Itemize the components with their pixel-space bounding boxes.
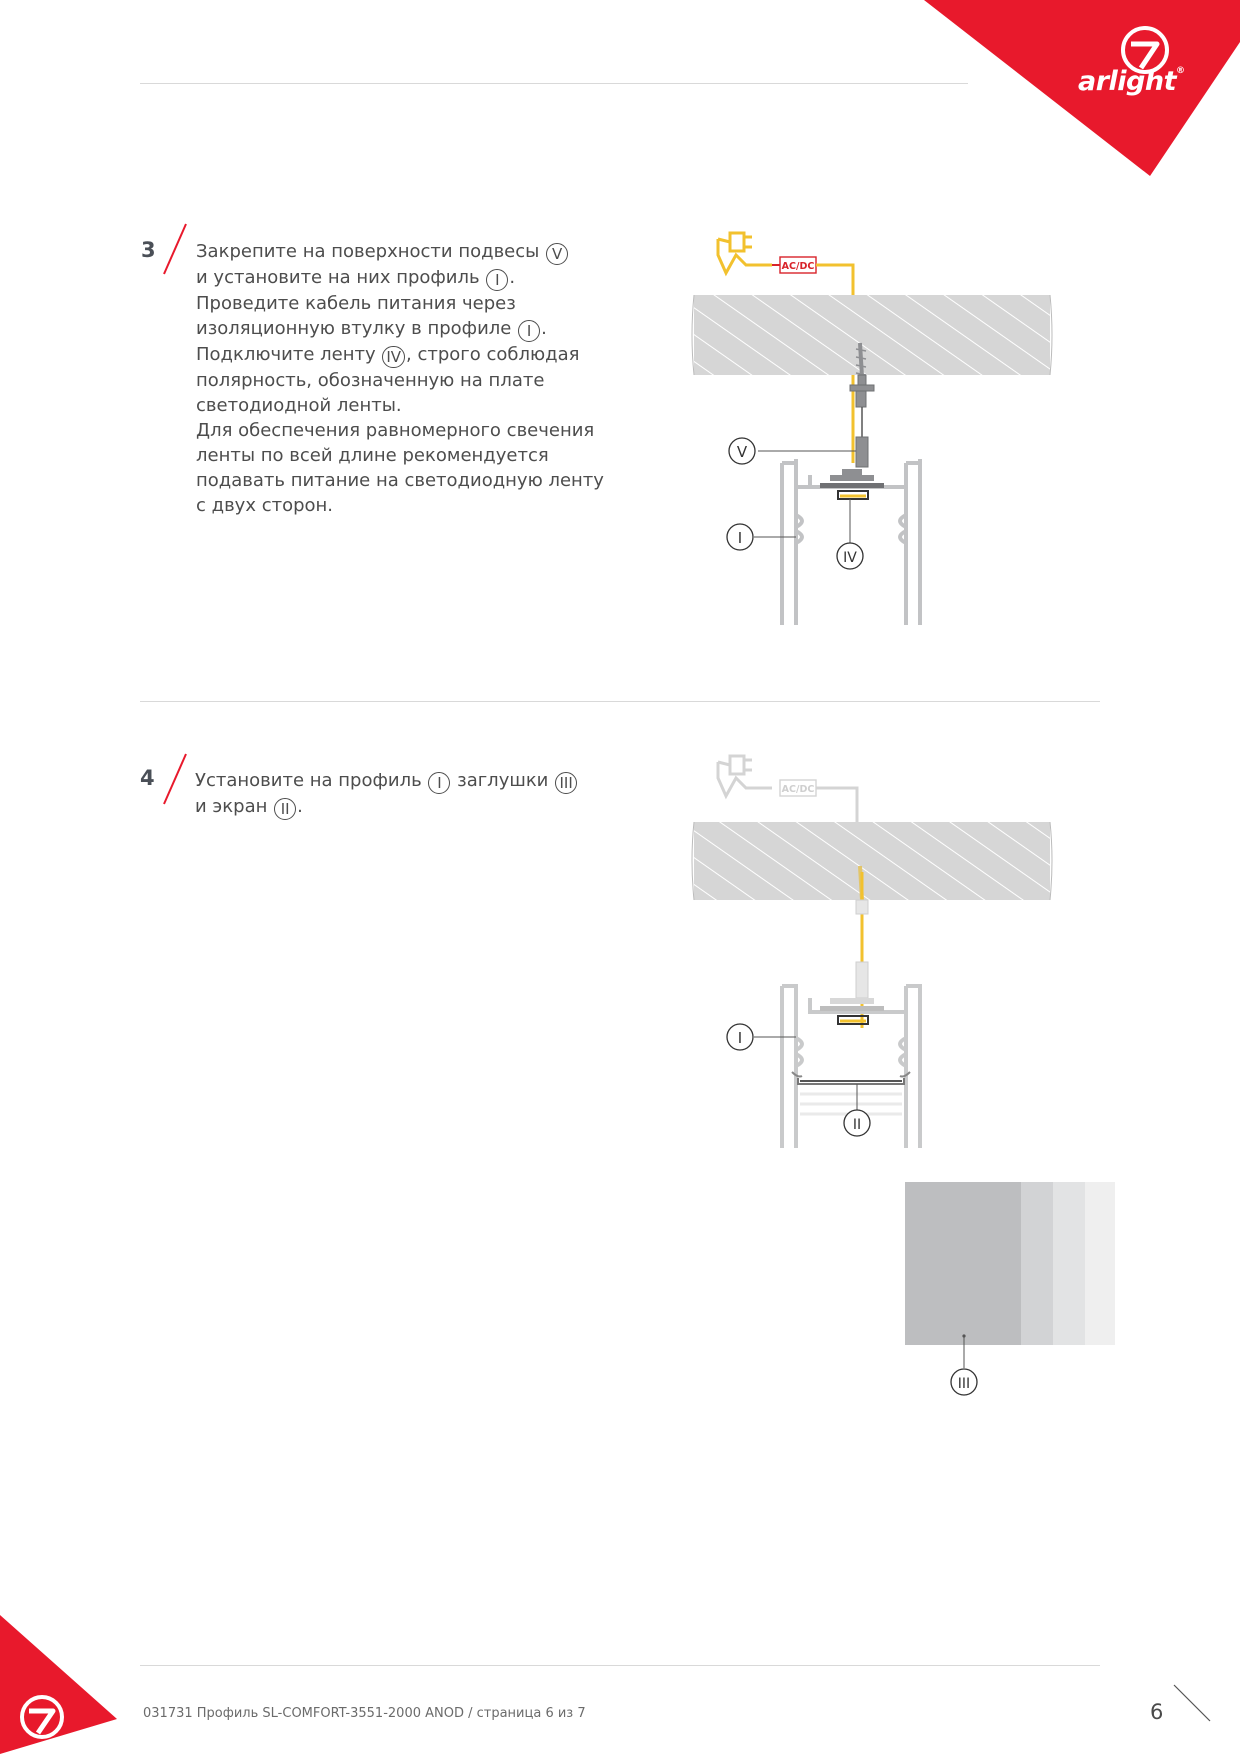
power-plug-icon: [718, 756, 772, 796]
footer-document-title: 031731 Профиль SL-COMFORT-3551-2000 ANOD / страница 6 из 7: [143, 1706, 586, 1721]
instruction-text: ленты по всей длине рекомендуется: [196, 445, 549, 466]
brand-corner-bottom: [0, 1615, 120, 1754]
instruction-line: [196, 342, 604, 368]
svg-text:V: V: [736, 443, 748, 461]
divider-middle: [140, 701, 1100, 702]
svg-text:IV: IV: [843, 550, 857, 566]
instruction-line: [196, 316, 604, 342]
part-reference-badge: I: [518, 320, 540, 342]
part-reference-badge: IV: [382, 346, 405, 368]
svg-text:III: III: [957, 1376, 971, 1392]
instruction-text: и экран: [195, 796, 274, 817]
instruction-text: Проведите кабель питания через: [196, 293, 516, 314]
callout-ii: [844, 1084, 870, 1136]
instruction-text: Закрепите на поверхности подвесы: [196, 241, 546, 262]
divider-top: [140, 83, 968, 84]
ac-dc-driver: [780, 780, 816, 796]
svg-text:AC/DC: AC/DC: [781, 261, 815, 272]
instruction-text: , строго соблюдая: [406, 344, 580, 365]
instruction-text: Установите на профиль: [195, 770, 428, 791]
profile-mount-insert: [820, 998, 884, 1024]
step-3-number: 3: [141, 238, 156, 262]
divider-footer: [140, 1665, 1100, 1666]
power-plug-icon: [718, 233, 772, 273]
callout-i: [727, 524, 796, 550]
endcap-iii: [905, 1182, 1021, 1345]
profile-mount-insert: [820, 469, 884, 499]
diffuser-screen-ii: [792, 1072, 910, 1114]
instruction-text: .: [297, 796, 303, 817]
instruction-line: [196, 291, 604, 316]
instruction-text: и установите на них профиль: [196, 267, 486, 288]
callout-iv: [837, 499, 863, 569]
part-reference-badge: II: [274, 798, 296, 820]
svg-text:I: I: [737, 529, 743, 547]
callout-i: [727, 1024, 796, 1050]
step-3-text: [196, 239, 604, 518]
instruction-text: .: [509, 267, 516, 288]
instruction-text: Для обеспечения равномерного свечения: [196, 420, 595, 441]
page-slash-icon: [1172, 1683, 1212, 1723]
part-reference-badge: I: [428, 772, 450, 794]
part-reference-badge: V: [546, 243, 568, 265]
instruction-line: [195, 794, 578, 820]
step-3-slash-icon: [160, 222, 190, 278]
instruction-line: [196, 393, 604, 418]
page-number: 6: [1150, 1700, 1164, 1724]
svg-text:I: I: [737, 1029, 743, 1047]
instruction-text: полярность, обозначенную на плате: [196, 370, 545, 391]
instruction-text: заглушки: [451, 770, 555, 791]
step-4-slash-icon: [160, 752, 190, 808]
instruction-text: изоляционную втулку в профиле: [196, 318, 518, 339]
instruction-line: [196, 239, 604, 265]
svg-text:AC/DC: AC/DC: [781, 784, 815, 795]
step-4-number: 4: [140, 766, 155, 790]
instruction-line: [196, 368, 604, 393]
instruction-line: [196, 418, 604, 443]
instruction-line: [195, 768, 578, 794]
part-reference-badge: III: [555, 772, 577, 794]
ceiling-slab: [694, 822, 1050, 900]
instruction-text: .: [541, 318, 547, 339]
instruction-line: [196, 468, 604, 493]
instruction-text: подавать питание на светодиодную ленту: [196, 470, 604, 491]
ceiling-slab: [694, 295, 1050, 375]
step-3-diagram: [690, 225, 1070, 630]
ac-dc-driver: [780, 257, 816, 273]
brand-logo: arlight®: [1078, 66, 1185, 97]
step-4-diagram: [690, 748, 1070, 1153]
instruction-line: [196, 265, 604, 291]
part-reference-badge: I: [486, 269, 508, 291]
endcap-diagram: [900, 1180, 1120, 1400]
instruction-line: [196, 443, 604, 468]
instruction-text: Подключите ленту: [196, 344, 382, 365]
step-4-text: [195, 768, 578, 820]
callout-v: [729, 438, 856, 464]
svg-text:II: II: [852, 1117, 862, 1133]
instruction-text: с двух сторон.: [196, 495, 334, 516]
instruction-text: светодиодной ленты.: [196, 395, 402, 416]
instruction-line: [196, 493, 604, 518]
